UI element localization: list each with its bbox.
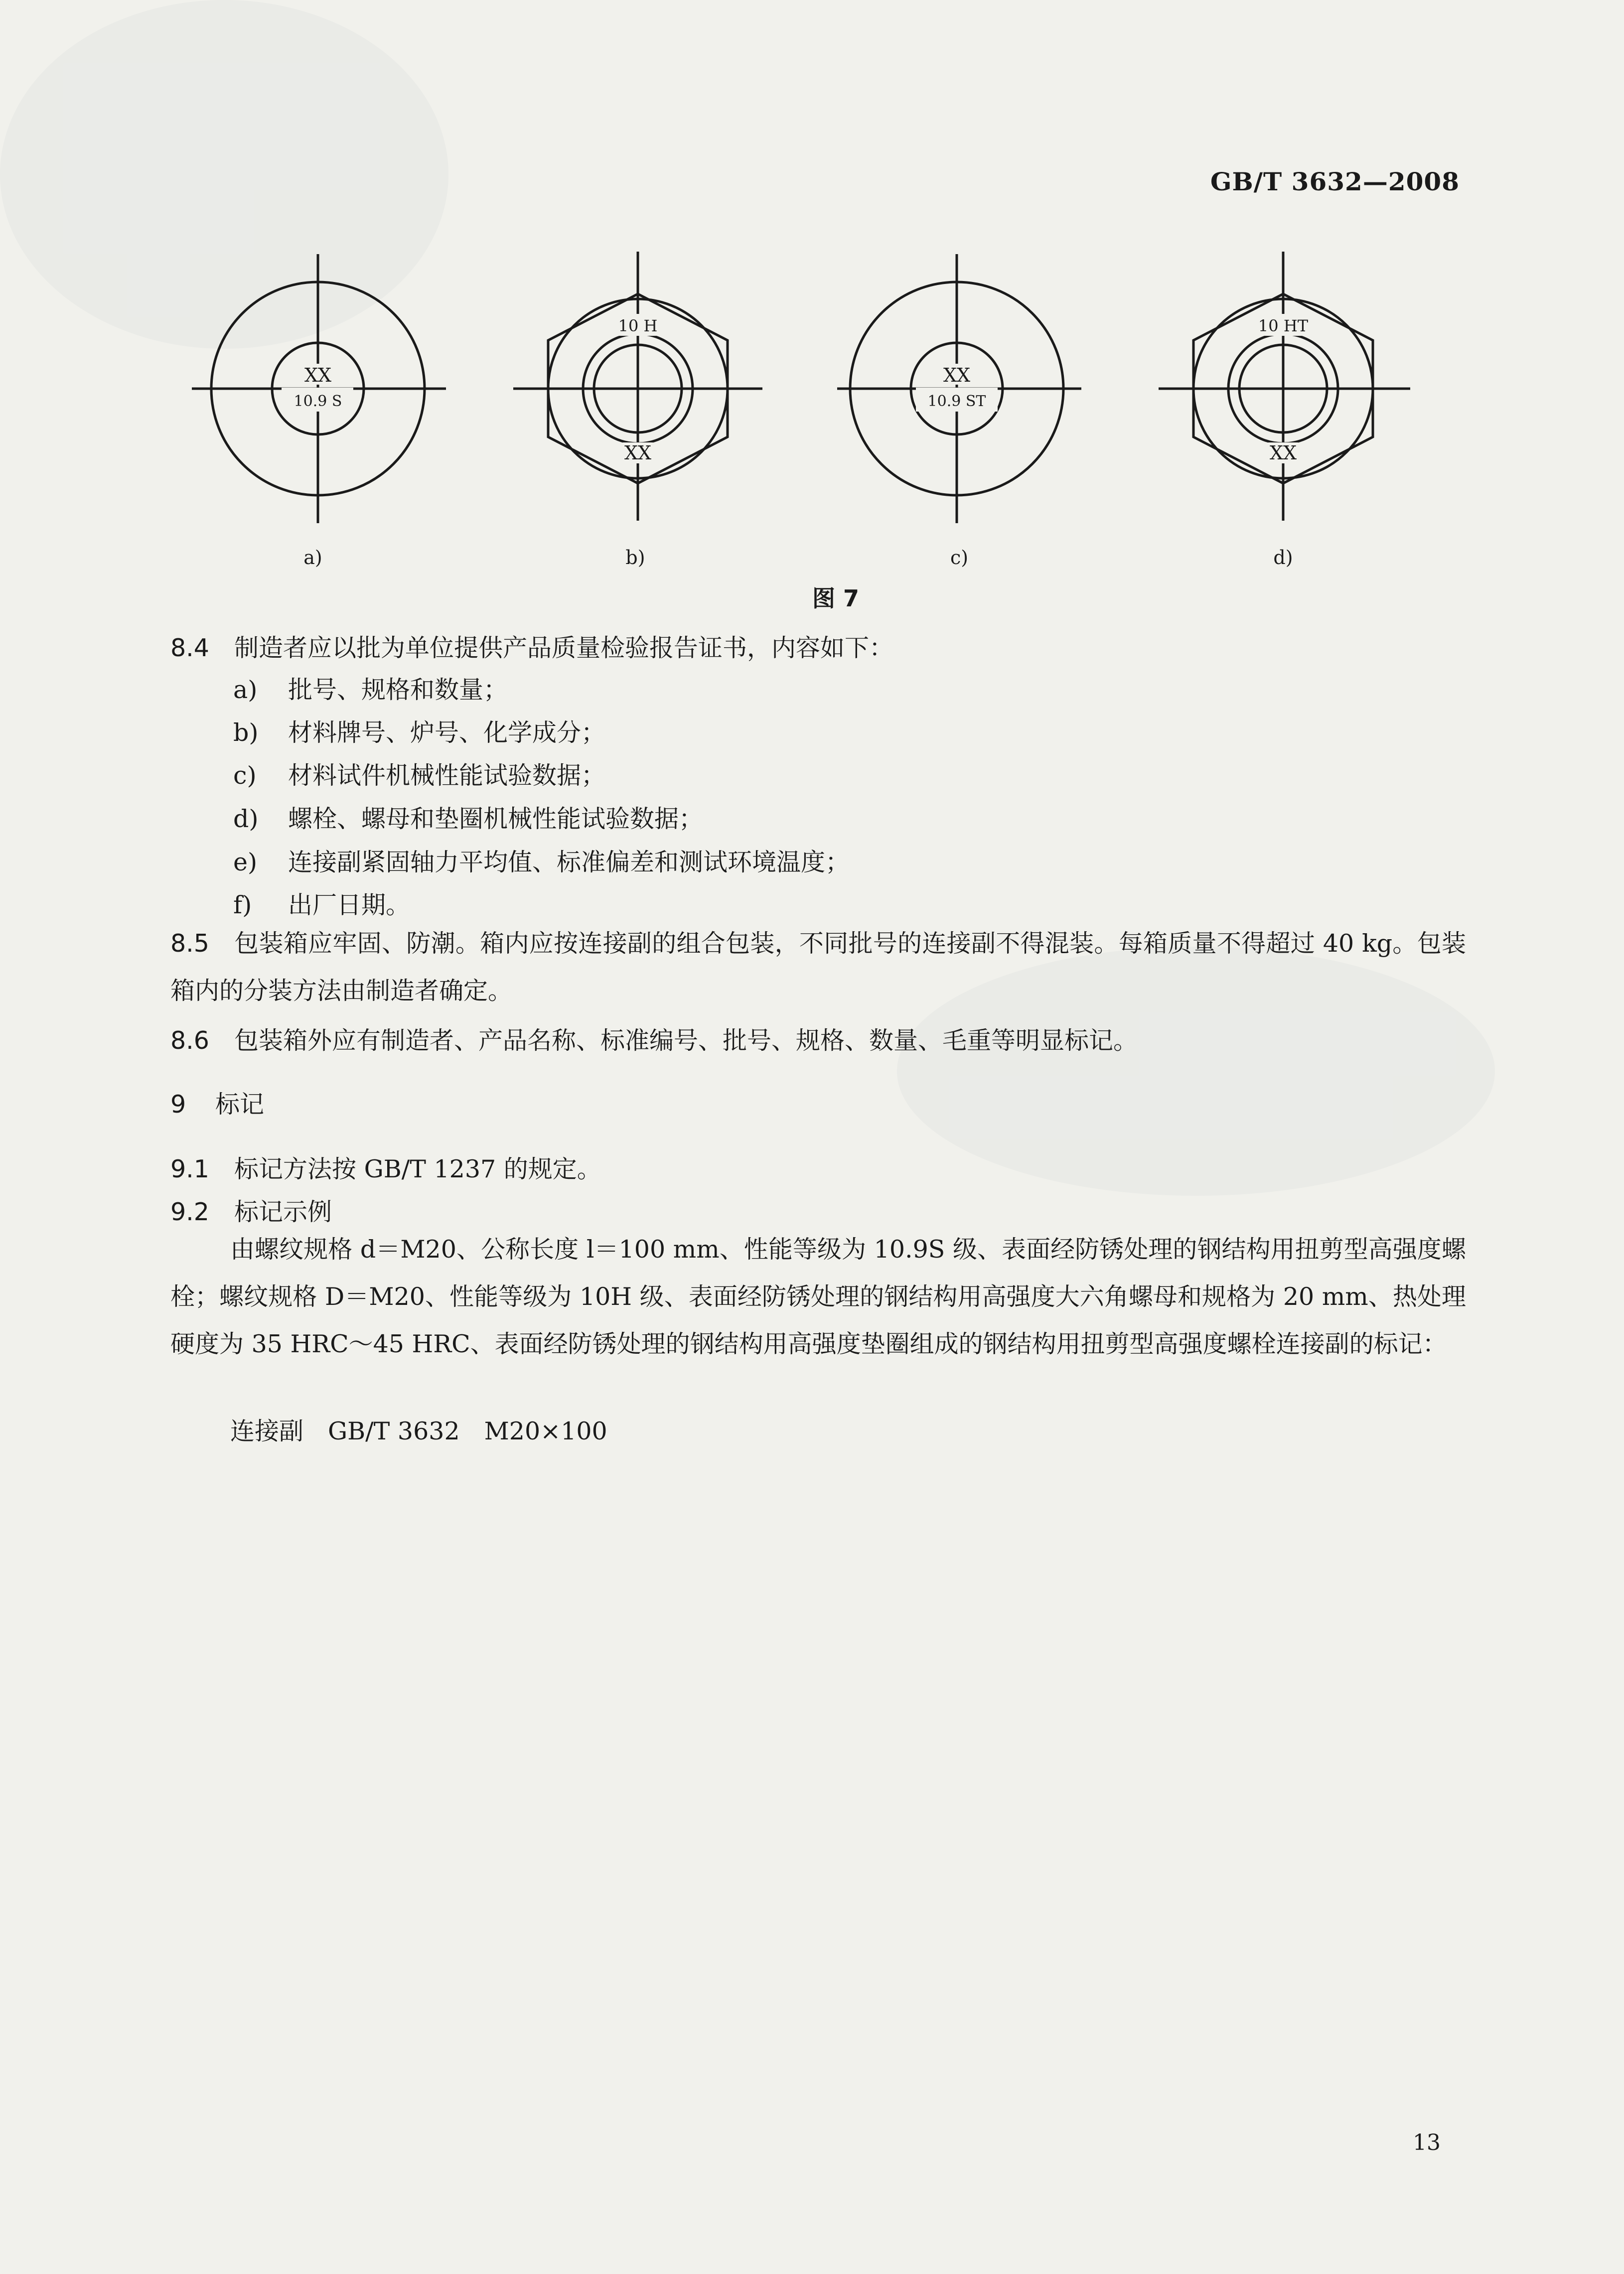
section-title: 标记 <box>215 1090 265 1119</box>
page-number: 13 <box>1413 2130 1441 2155</box>
list-item: b) 材料牌号、炉号、化学成分； <box>233 718 606 747</box>
list-item: f) 出厂日期。 <box>233 891 411 919</box>
panel-label-b: b) <box>625 547 645 568</box>
washer-diagram-a <box>192 254 446 523</box>
marking-a-top: XX <box>304 364 332 386</box>
clause-number: 8.6 <box>170 1026 209 1055</box>
marking-b-top: 10 H <box>618 316 658 335</box>
clause-number: 9.1 <box>170 1155 209 1183</box>
list-item: c) 材料试件机械性能试验数据； <box>233 761 606 790</box>
washer-diagram-c <box>837 254 1081 523</box>
marking-a-bottom: 10.9 S <box>294 393 342 410</box>
marking-designation: 连接副 GB/T 3632 M20×100 <box>230 1417 607 1445</box>
clause-number: 9.2 <box>170 1198 209 1226</box>
clause-number: 8.5 <box>170 929 209 958</box>
marking-d-bottom: XX <box>1269 442 1297 464</box>
clause-number: 8.4 <box>170 634 209 662</box>
panel-label-d: d) <box>1273 547 1293 568</box>
figure-caption: 图 7 <box>812 585 860 612</box>
panel-label-a: a) <box>303 547 322 568</box>
standard-number: GB/T 3632—2008 <box>1210 167 1460 196</box>
nut-diagram-d <box>1159 252 1410 521</box>
marking-example-paragraph: 由螺纹规格 d＝M20、公称长度 l＝100 mm、性能等级为 10.9S 级、表面经防锈处理的钢结构用扭剪型高强度螺栓；螺纹规格 D＝M20、性能等级为 10H 级、表面经防锈处理的钢结构用高强度大六角螺母和规格为 20 mm、热处理硬度为 35 HRC～45 HRC、表面经防锈处理的钢结构用高强度垫圈组成的钢结构用扭剪型高强度螺栓连接副的标记： <box>170 1235 1466 1358</box>
clause-text: 标记示例 <box>234 1198 332 1226</box>
clause-text: 包装箱外应有制造者、产品名称、标准编号、批号、规格、数量、毛重等明显标记。 <box>234 1026 1138 1055</box>
marking-c-top: XX <box>943 364 971 386</box>
marking-c-bottom: 10.9 ST <box>927 393 986 410</box>
section-number: 9 <box>170 1090 186 1119</box>
clause-9-2 <box>170 1193 332 1228</box>
marking-b-bottom: XX <box>624 442 652 464</box>
list-item: e) 连接副紧固轴力平均值、标准偏差和测试环境温度； <box>233 848 850 876</box>
clause-9-1 <box>170 1150 601 1185</box>
list-item: d) 螺栓、螺母和垫圈机械性能试验数据； <box>233 805 704 833</box>
clause-text: 制造者应以批为单位提供产品质量检验报告证书，内容如下： <box>234 634 894 662</box>
panel-label-c: c) <box>950 547 969 568</box>
nut-diagram-b <box>513 252 762 521</box>
list-item: a) 批号、规格和数量； <box>233 676 508 704</box>
clause-8-5 <box>170 920 1466 1014</box>
clause-text: 包装箱应牢固、防潮。箱内应按连接副的组合包装，不同批号的连接副不得混装。每箱质量不得超过 40 kg。包装箱内的分装方法由制造者确定。 <box>170 929 1466 1005</box>
clause-text: 标记方法按 GB/T 1237 的规定。 <box>234 1155 601 1183</box>
figure-7 <box>179 244 1475 588</box>
clause-8-4 <box>170 629 893 664</box>
marking-d-top: 10 HT <box>1258 316 1309 335</box>
section-9-heading <box>170 1085 264 1120</box>
clause-8-6 <box>170 1021 1138 1056</box>
